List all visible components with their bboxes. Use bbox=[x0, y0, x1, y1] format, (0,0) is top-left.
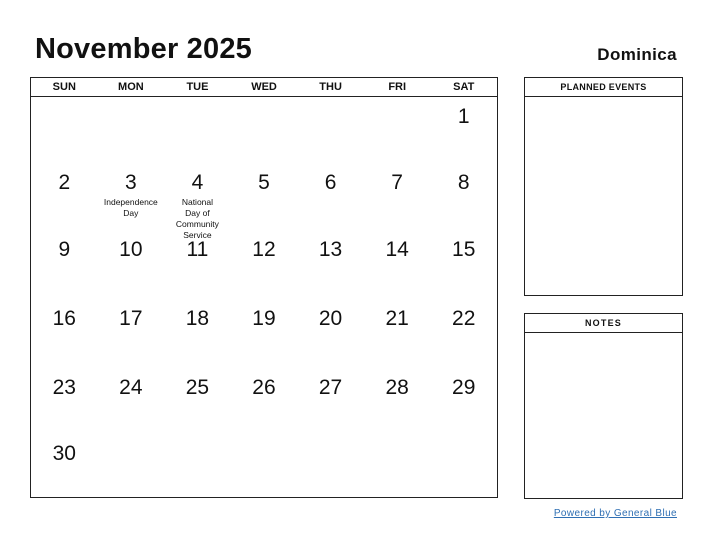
day-cell[interactable] bbox=[430, 368, 497, 435]
weekday-tue: TUE bbox=[186, 81, 209, 93]
day-cell[interactable] bbox=[430, 163, 497, 230]
day-cell[interactable] bbox=[297, 299, 364, 366]
planned-events-header: PLANNED EVENTS bbox=[525, 78, 682, 97]
day-cell[interactable] bbox=[297, 163, 364, 230]
weekday-fri: FRI bbox=[388, 81, 407, 93]
powered-by-link[interactable]: Powered by General Blue bbox=[553, 508, 677, 519]
day-number: 23 bbox=[52, 376, 76, 399]
day-cell[interactable] bbox=[430, 299, 497, 366]
day-number: 22 bbox=[452, 307, 476, 330]
day-cell[interactable] bbox=[297, 230, 364, 297]
day-cell[interactable] bbox=[98, 163, 165, 230]
day-number: 1 bbox=[457, 105, 470, 128]
day-cell[interactable] bbox=[31, 299, 98, 366]
day-number: 26 bbox=[252, 376, 276, 399]
day-cell[interactable] bbox=[430, 97, 497, 164]
day-cell[interactable] bbox=[31, 434, 98, 501]
day-number: 10 bbox=[119, 238, 143, 261]
day-cell[interactable] bbox=[430, 230, 497, 297]
day-cell[interactable] bbox=[231, 230, 298, 297]
day-number: 24 bbox=[119, 376, 143, 399]
day-number: 18 bbox=[185, 307, 210, 330]
day-cell[interactable] bbox=[31, 230, 98, 297]
day-cell[interactable] bbox=[164, 163, 231, 240]
day-cells bbox=[31, 97, 497, 497]
day-cell[interactable] bbox=[364, 368, 431, 435]
day-number: 28 bbox=[385, 376, 409, 399]
day-cell[interactable] bbox=[164, 368, 231, 435]
day-number: 11 bbox=[186, 238, 209, 261]
day-cell[interactable] bbox=[231, 299, 298, 366]
weekday-thu: THU bbox=[319, 81, 342, 93]
day-cell[interactable] bbox=[364, 230, 431, 297]
day-number: 5 bbox=[258, 171, 270, 194]
day-number: 12 bbox=[252, 238, 276, 261]
day-cell[interactable] bbox=[164, 230, 231, 297]
day-number: 3 bbox=[125, 171, 137, 194]
weekday-sun: SUN bbox=[52, 81, 76, 93]
planned-events-panel bbox=[524, 77, 683, 296]
weekday-header bbox=[31, 78, 497, 97]
day-cell[interactable] bbox=[231, 163, 298, 230]
day-cell[interactable] bbox=[231, 368, 298, 435]
day-cell[interactable] bbox=[364, 163, 431, 230]
day-cell[interactable] bbox=[164, 299, 231, 366]
day-number: 30 bbox=[52, 442, 76, 465]
day-cell[interactable] bbox=[364, 299, 431, 366]
day-number: 13 bbox=[318, 238, 343, 261]
day-number: 8 bbox=[457, 171, 470, 194]
day-cell[interactable] bbox=[31, 368, 98, 435]
day-number: 15 bbox=[452, 238, 476, 261]
day-number: 7 bbox=[391, 171, 403, 194]
weekday-mon: MON bbox=[118, 81, 144, 93]
holiday-label: Independence Day bbox=[103, 197, 158, 218]
day-number: 19 bbox=[252, 307, 276, 330]
day-number: 27 bbox=[318, 376, 343, 399]
day-number: 20 bbox=[318, 307, 343, 330]
day-number: 17 bbox=[119, 307, 143, 330]
weekday-sat: SAT bbox=[453, 81, 475, 93]
day-cell[interactable] bbox=[98, 299, 165, 366]
notes-header: NOTES bbox=[525, 314, 682, 333]
day-cell[interactable] bbox=[98, 368, 165, 435]
day-cell[interactable] bbox=[297, 368, 364, 435]
day-number: 25 bbox=[185, 376, 210, 399]
day-number: 16 bbox=[52, 307, 76, 330]
country-name: Dominica bbox=[597, 45, 677, 64]
holiday-label: National Day of Community Service bbox=[175, 197, 219, 240]
calendar-grid bbox=[30, 77, 498, 498]
day-cell[interactable] bbox=[31, 163, 98, 230]
day-number: 29 bbox=[452, 376, 476, 399]
day-cell[interactable] bbox=[98, 230, 165, 297]
day-number: 9 bbox=[58, 238, 71, 261]
day-number: 2 bbox=[58, 171, 71, 194]
weekday-wed: WED bbox=[251, 81, 277, 93]
month-title: November 2025 bbox=[35, 33, 252, 65]
notes-panel bbox=[524, 313, 683, 499]
day-number: 21 bbox=[385, 307, 409, 330]
day-number: 6 bbox=[324, 171, 337, 194]
day-number: 4 bbox=[191, 171, 204, 194]
day-number: 14 bbox=[385, 238, 409, 261]
